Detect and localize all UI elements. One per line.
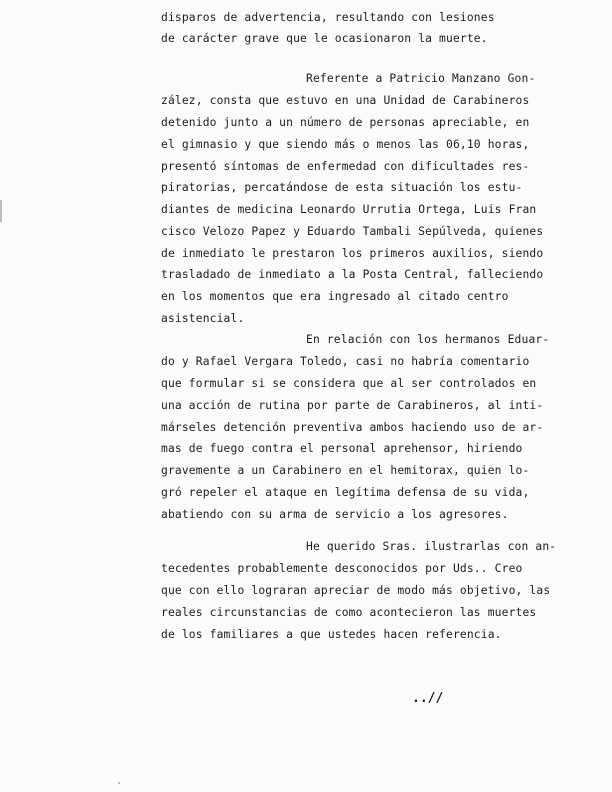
scan-speck [118,782,120,784]
text-line: de los familiares a que ustedes hacen referencia. [161,628,502,641]
continuation-mark: ..// [412,691,444,706]
text-line: detenido junto a un número de personas apreciable, en [161,116,530,129]
text-line: diantes de medicina Leonardo Urrutia Ortega, Luis Fran [161,203,537,216]
text-line: cisco Velozo Papez y Eduardo Tambali Sepúlveda, quienes [161,225,544,238]
paragraph-start-line: En relación con los hermanos Eduar- [306,333,550,346]
text-line: asistencial. [161,312,245,325]
text-line: piratorias, percatándose de esta situación los estu- [161,181,523,194]
text-line: tecedentes probablemente desconocidos por Uds.. Creo [161,562,523,575]
text-line: reales circunstancias de como acontecieron las muertes [161,606,537,619]
text-line: márseles detención preventiva ambos haciendo uso de ar- [161,421,544,434]
text-line: trasladado de inmediato a la Posta Central, falleciendo [161,268,544,281]
text-line: disparos de advertencia, resultando con lesiones [161,11,495,24]
text-line: de carácter grave que le ocasionaron la muerte. [161,32,488,45]
text-line: el gimnasio y que siendo más o menos las 06,10 horas, [161,138,530,151]
text-line: presentó síntomas de enfermedad con dificultades res- [161,160,530,173]
text-line: zález, consta que estuvo en una Unidad de Carabineros [161,94,530,107]
text-line: en los momentos que era ingresado al citado centro [161,290,509,303]
text-line: una acción de rutina por parte de Carabineros, al inti- [161,399,544,412]
text-line: abatiendo con su arma de servicio a los agresores. [161,508,509,521]
text-line: que formular si se considera que al ser controlados en [161,377,537,390]
paragraph-start-line: Referente a Patricio Manzano Gon- [306,72,536,85]
text-line: de inmediato le prestaron los primeros auxilios, siendo [161,247,544,260]
text-line: mas de fuego contra el personal aprehensor, hiriendo [161,442,523,455]
text-line: que con ello lograran apreciar de modo más objetivo, las [161,584,551,597]
text-line: gró repeler el ataque en legítima defensa de su vida, [161,486,530,499]
text-line: do y Rafael Vergara Toledo, casi no habría comentario [161,355,530,368]
paragraph-start-line: He querido Sras. ilustrarlas con an- [306,540,557,553]
text-line: gravemente a un Carabinero en el hemitorax, quien lo- [161,464,530,477]
scan-edge-mark [0,200,2,222]
